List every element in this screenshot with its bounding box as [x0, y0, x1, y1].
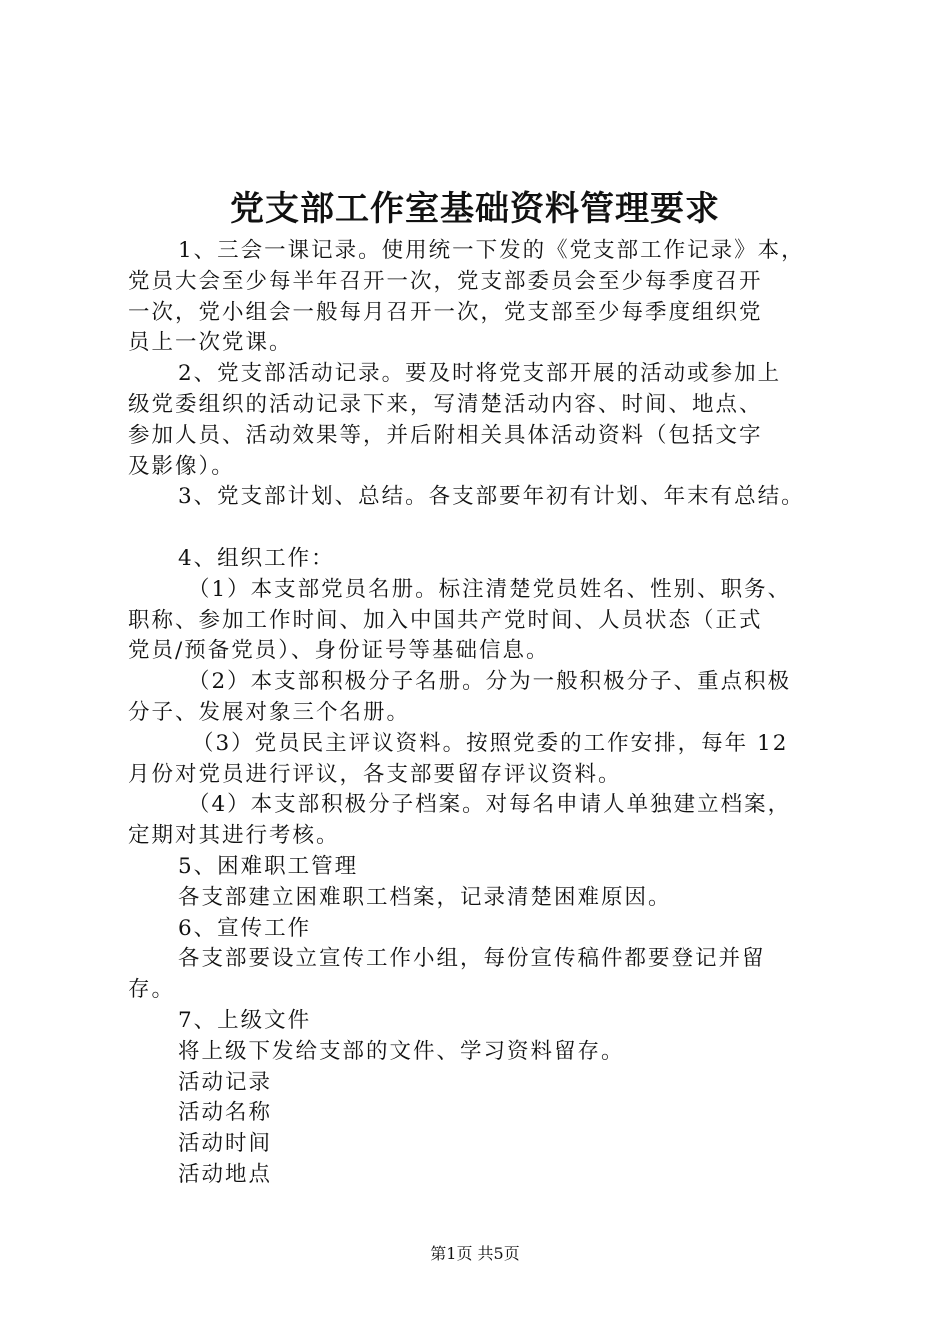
paragraph-line: 各支部要设立宣传工作小组，每份宣传稿件都要登记并留	[178, 946, 766, 972]
paragraph-line: 月份对党员进行评议，各支部要留存评议资料。	[128, 761, 622, 787]
paragraph-line: 存。	[128, 977, 176, 1003]
document-title: 党支部工作室基础资料管理要求	[230, 189, 720, 229]
paragraph-line: （2）本支部积极分子名册。分为一般积极分子、重点积极	[188, 669, 792, 695]
paragraph-line: 职称、参加工作时间、加入中国共产党时间、人员状态（正式	[128, 607, 763, 633]
paragraph-line: 党员/预备党员）、身份证号等基础信息。	[128, 638, 550, 664]
section-heading: 7、上级文件	[178, 1007, 312, 1033]
paragraph-line: （3）党员民主评议资料。按照党委的工作安排，每年 12	[192, 730, 789, 756]
document-body	[128, 236, 848, 1191]
paragraph-line: 1、三会一课记录。使用统一下发的《党支部工作记录》本，	[178, 238, 805, 263]
paragraph-line: 一次，党小组会一般每月召开一次，党支部至少每季度组织党	[128, 299, 763, 325]
list-item: 活动时间	[178, 1131, 273, 1157]
list-item: 活动记录	[178, 1069, 273, 1095]
section-heading: 4、组织工作：	[178, 545, 335, 571]
paragraph-line: 将上级下发给支部的文件、学习资料留存。	[178, 1038, 625, 1064]
page-footer	[0, 1242, 950, 1266]
list-item: 活动名称	[178, 1100, 273, 1126]
paragraph-line: 各支部建立困难职工档案，记录清楚困难原因。	[178, 884, 672, 910]
paragraph-line: （1）本支部党员名册。标注清楚党员姓名、性别、职务、	[188, 576, 792, 602]
paragraph-line: 参加人员、活动效果等，并后附相关具体活动资料（包括文字	[128, 422, 763, 448]
paragraph-line: 2、党支部活动记录。要及时将党支部开展的活动或参加上	[178, 361, 782, 387]
paragraph-line: 定期对其进行考核。	[128, 823, 340, 849]
paragraph-line: 3、党支部计划、总结。各支部要年初有计划、年末有总结。	[178, 484, 805, 510]
section-heading: 6、宣传工作	[178, 915, 312, 941]
section-heading: 5、困难职工管理	[178, 853, 359, 879]
page-number: 第1页 共5页	[430, 1244, 520, 1263]
paragraph-line: 及影像）。	[128, 453, 235, 479]
blank-line	[128, 513, 848, 544]
paragraph-line: 员上一次党课。	[128, 330, 293, 356]
paragraph-line: 分子、发展对象三个名册。	[128, 699, 411, 725]
paragraph-line: （4）本支部积极分子档案。对每名申请人单独建立档案，	[188, 792, 792, 818]
paragraph-line: 级党委组织的活动记录下来，写清楚活动内容、时间、地点、	[128, 391, 763, 417]
paragraph-line: 党员大会至少每半年召开一次，党支部委员会至少每季度召开	[128, 268, 763, 294]
list-item: 活动地点	[178, 1161, 273, 1187]
